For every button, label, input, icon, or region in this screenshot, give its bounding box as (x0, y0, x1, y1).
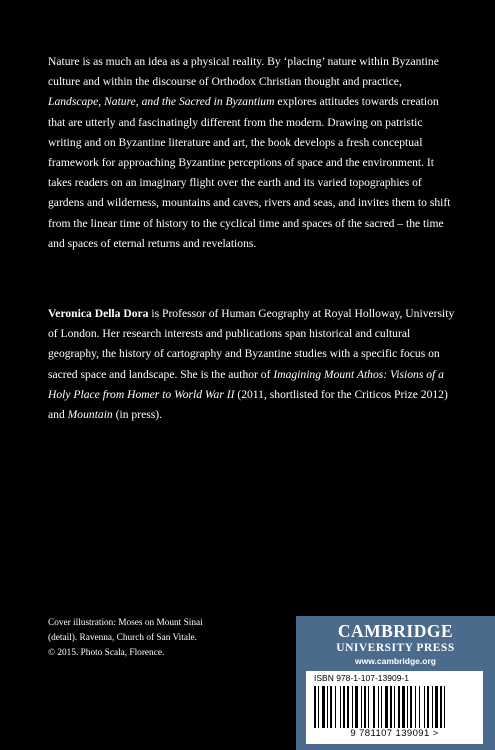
credit-line: © 2015. Photo Scala, Florence. (48, 648, 165, 658)
book-title: Landscape, Nature, and the Sacred in Byzantium (48, 95, 275, 109)
bio-text-2: (2011, shortlisted for the Criticos Prize 2012) and (48, 387, 448, 422)
barcode-digits: 9 781107 139091 > (350, 728, 439, 739)
isbn-label: ISBN 978-1-107-13909-1 (314, 673, 409, 683)
description-text-2: explores attitudes towards creation that are utterly and fascinatingly different from the modern. Drawing on patristic writing and on Byzantine literature and art, the book develops a fresh conceptual framework for approaching Byzantine perceptions of space and the environment. It takes readers on an imaginary flight over the earth and its varied topographies of gardens and wilderness, mountains and caves, rivers and seas, and invites them to shift from the linear time of history to the cyclical time and spaces of the sacred – the time and spaces of eternal returns and revelations. (48, 95, 451, 250)
barcode-icon (314, 686, 474, 728)
book-description (48, 52, 456, 254)
barcode-block (306, 671, 483, 744)
bio-text-3: (in press). (112, 408, 162, 422)
credit-line: Cover illustration: Moses on Mount Sinai (48, 618, 203, 628)
author-biography (48, 304, 456, 425)
publisher-panel (296, 616, 495, 750)
publisher-name: CAMBRIDGE (337, 621, 454, 641)
description-text-1: Nature is as much an idea as a physical reality. By ‘placing’ nature within Byzantine culture and within the discourse of Orthodox Christian thought and practice, (48, 55, 439, 89)
forthcoming-book-title: Mountain (67, 408, 113, 422)
credit-line: (detail). Ravenna, Church of San Vitale. (48, 633, 198, 643)
publisher-subtitle: UNIVERSITY PRESS (336, 642, 455, 654)
bio-text-1: is Professor of Human Geography at Royal Holloway, University of London. Her research interests and publications span historical and cultural geography, the history of cartography and Byzantine studies with a specific focus on sacred space and landscape. She is the author of (48, 307, 455, 381)
previous-book-title: Imagining Mount Athos: Visions of a Holy Place from Homer to World War II (48, 367, 444, 401)
cover-illustration-credit (48, 616, 258, 661)
author-name: Veronica Della Dora (48, 307, 149, 320)
publisher-url: www.cambridge.org (355, 656, 436, 666)
